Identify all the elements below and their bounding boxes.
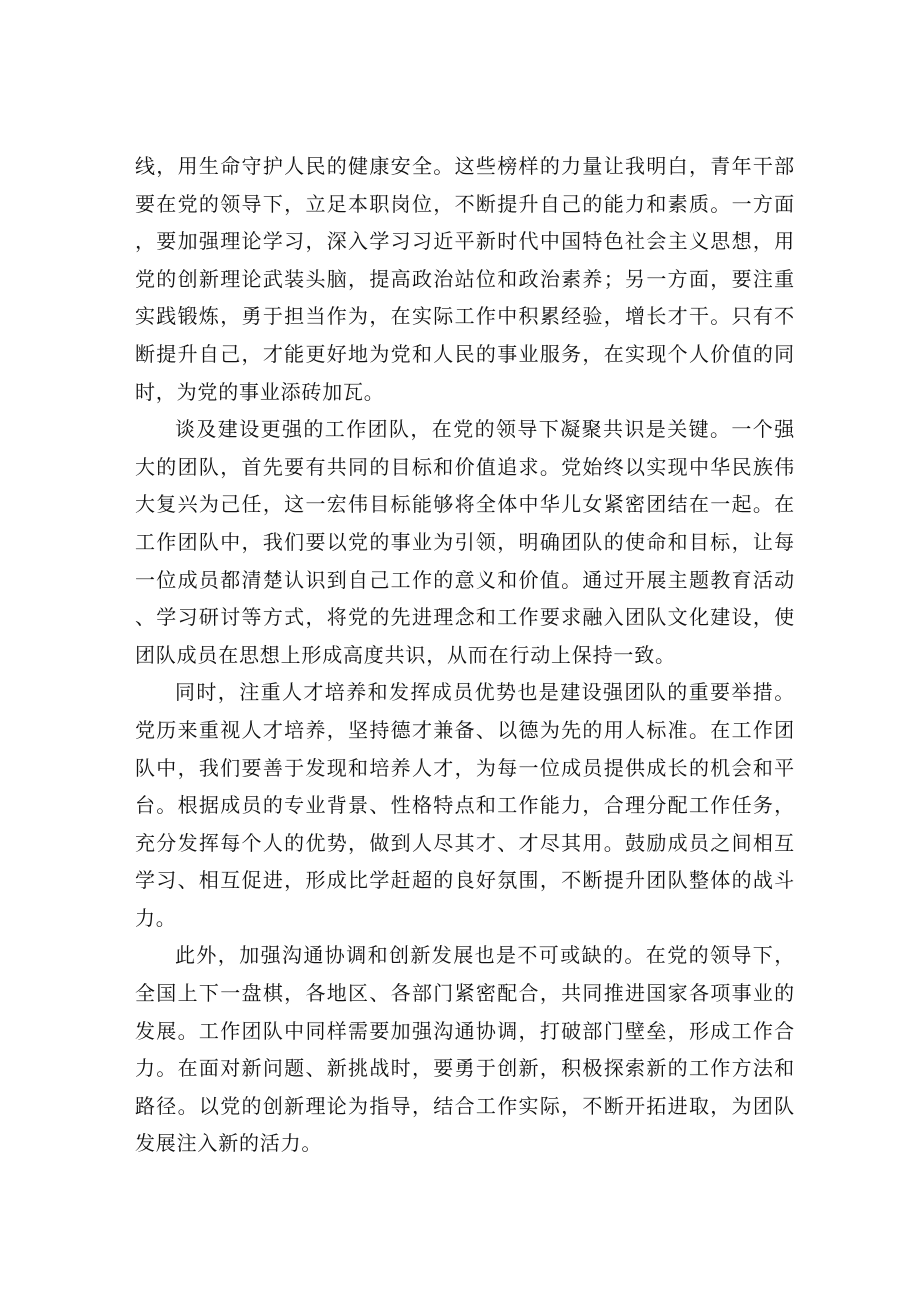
paragraph-1: 线，用生命守护人民的健康安全。这些榜样的力量让我明白，青年干部要在党的领导下，立足本职岗位，不断提升自己的能力和素质。一方面，要加强理论学习，深入学习习近平新时代中国特色社会主义思想，用党的创新理论武装头脑，提高政治站位和政治素养；另一方面，要注重实践锻炼，勇于担当作为，在实际工作中积累经验，增长才干。只有不断提升自己，才能更好地为党和人民的事业服务，在实现个人价值的同时，为党的事业添砖加瓦。 [135, 154, 795, 404]
paragraph-4: 此外，加强沟通协调和创新发展也是不可或缺的。在党的领导下，全国上下一盘棋，各地区、各部门紧密配合，共同推进国家各项事业的发展。工作团队中同样需要加强沟通协调，打破部门壁垒，形成工作合力。在面对新问题、新挑战时，要勇于创新，积极探索新的工作方法和路径。以党的创新理论为指导，结合工作实际，不断开拓进取，为团队发展注入新的活力。 [135, 943, 795, 1156]
paragraph-3: 同时，注重人才培养和发挥成员优势也是建设强团队的重要举措。党历来重视人才培养，坚持德才兼备、以德为先的用人标准。在工作团队中，我们要善于发现和培养人才，为每一位成员提供成长的机会和平台。根据成员的专业背景、性格特点和工作能力，合理分配工作任务，充分发挥每个人的优势，做到人尽其才、才尽其用。鼓励成员之间相互学习、相互促进，形成比学赶超的良好氛围，不断提升团队整体的战斗力。 [135, 680, 795, 930]
document-body [135, 148, 795, 1163]
paragraph-2: 谈及建设更强的工作团队，在党的领导下凝聚共识是关键。一个强大的团队，首先要有共同的目标和价值追求。党始终以实现中华民族伟大复兴为己任，这一宏伟目标能够将全体中华儿女紧密团结在一起。在工作团队中，我们要以党的事业为引领，明确团队的使命和目标，让每一位成员都清楚认识到自己工作的意义和价值。通过开展主题教育活动、学习研讨等方式，将党的先进理念和工作要求融入团队文化建设，使团队成员在思想上形成高度共识，从而在行动上保持一致。 [135, 417, 795, 667]
